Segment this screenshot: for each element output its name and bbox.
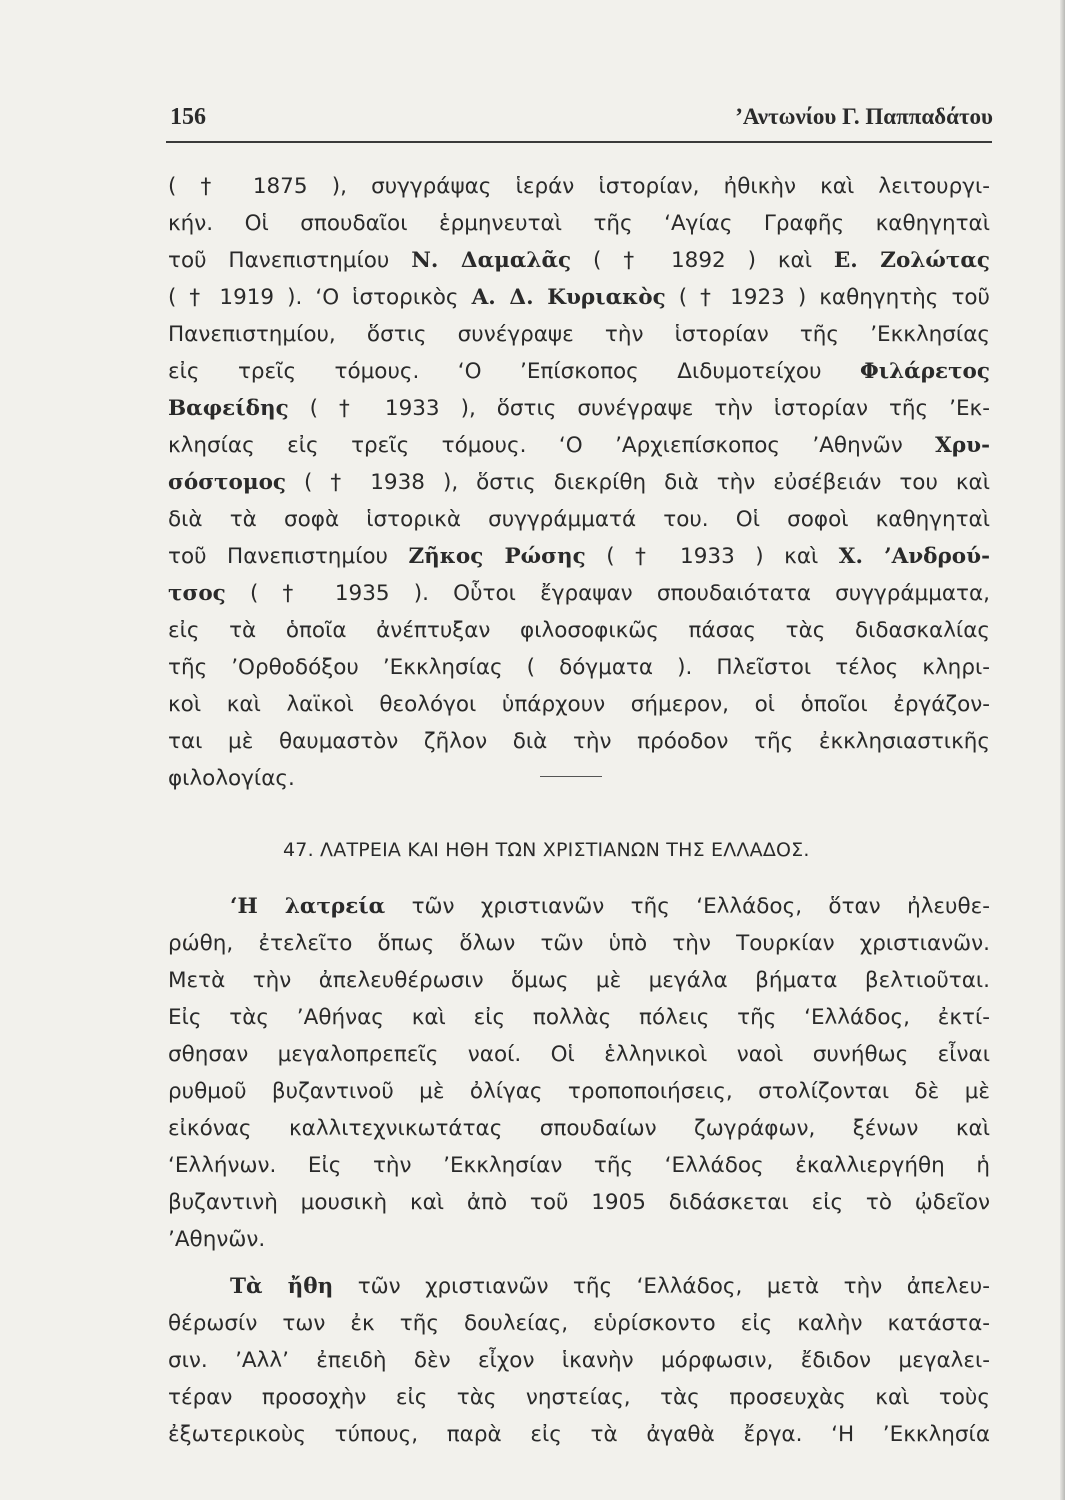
text-line: ρώθη, ἐτελεῖτο ὅπως ὅλων τῶν ὑπὸ τὴν Τουρκίαν χριστιανῶν. — [168, 931, 990, 956]
text-line: κοὶ καὶ λαϊκοὶ θεολόγοι ὑπάρχουν σήμερον, οἱ ὁποῖοι ἐργάζον- — [168, 692, 990, 717]
name-rosis: Ζῆκος Ρώσης — [408, 544, 586, 569]
section-divider — [540, 776, 602, 777]
text-line: κήν. Οἱ σπουδαῖοι ἑρμηνευταὶ τῆς ‘Αγίας Γραφῆς καθηγηταὶ — [168, 211, 990, 236]
name-androutsos-cont: τσος — [168, 581, 226, 606]
text-line: φιλολογίας. — [168, 766, 295, 791]
text-line: βυζαντινὴ μουσικὴ καὶ ἀπὸ τοῦ 1905 διδάσκεται εἰς τὸ ᾠδεῖον — [168, 1190, 990, 1215]
text-line: Εἰς τὰς ’Αθήνας καὶ εἰς πολλὰς πόλεις τῆς ‘Ελλάδος, ἐκτί- — [168, 1005, 990, 1030]
name-zolotas: Ε. Ζολώτας — [833, 248, 990, 273]
text-line: θέρωσίν των ἐκ τῆς δουλείας, εὑρίσκοντο εἰς καλὴν κατάστα- — [168, 1311, 990, 1336]
term-ithi: Τὰ ἤθη — [230, 1274, 334, 1299]
text-line: σόστομος ( † 1938 ), ὅστις διεκρίθη διὰ τὴν εὐσέβειάν του καὶ — [168, 470, 990, 495]
text-line: τοῦ Πανεπιστημίου Ν. Δαμαλᾶς ( † 1892 ) καὶ Ε. Ζολώτας — [168, 248, 990, 273]
text-line: Μετὰ τὴν ἀπελευθέρωσιν ὅμως μὲ μεγάλα βήματα βελτιοῦται. — [168, 968, 990, 993]
text-line: Πανεπιστημίου, ὅστις συνέγραψε τὴν ἱστορίαν τῆς ’Εκκλησίας — [168, 322, 990, 347]
text-line: ( † 1875 ), συγγράψας ἱεράν ἱστορίαν, ἠθικὴν καὶ λειτουργι- — [168, 174, 990, 199]
text-line: διὰ τὰ σοφὰ ἱστορικὰ συγγράμματά του. Οἱ σοφοὶ καθηγηταὶ — [168, 507, 990, 532]
text-line: ‘Η λατρεία τῶν χριστιανῶν τῆς ‘Ελλάδος, ὅταν ἠλευθε- — [230, 894, 990, 919]
text-line: ἐξωτερικοὺς τύπους, παρὰ εἰς τὰ ἀγαθὰ ἔργα. ‘Η ’Εκκλησία — [168, 1422, 990, 1447]
text-line: Βαφείδης ( † 1933 ), ὅστις συνέγραψε τὴν ἱστορίαν τῆς ’Εκ- — [168, 396, 990, 421]
text-line: τέραν προσοχὴν εἰς τὰς νηστείας, τὰς προσευχὰς καὶ τοὺς — [168, 1385, 990, 1410]
text-line: εἰς τρεῖς τόμους. ‘Ο ’Επίσκοπος Διδυμοτείχου Φιλάρετος — [168, 359, 990, 384]
name-vafeidis: Βαφείδης — [168, 396, 289, 421]
text-line: τῆς ’Ορθοδόξου ’Εκκλησίας ( δόγματα ). Πλεῖστοι τέλος κληρι- — [168, 655, 990, 680]
text-line: κλησίας εἰς τρεῖς τόμους. ‘Ο ’Αρχιεπίσκοπος ’Αθηνῶν Χρυ- — [168, 433, 990, 458]
page-number: 156 — [170, 104, 206, 130]
text-line: σιν. ’Αλλ’ ἐπειδὴ δὲν εἶχον ἱκανὴν μόρφωσιν, ἔδιδον μεγαλει- — [168, 1348, 990, 1373]
header-rule — [166, 141, 992, 143]
name-philaretos: Φιλάρετος — [859, 359, 990, 384]
text-line: εἰς τὰ ὁποῖα ἀνέπτυξαν φιλοσοφικῶς πάσας τὰς διδασκαλίας — [168, 618, 990, 643]
term-latreia: ‘Η λατρεία — [230, 894, 386, 919]
text-line: τσος ( † 1935 ). Οὗτοι ἔγραψαν σπουδαιότατα συγγράμματα, — [168, 581, 990, 606]
text-line: ‘Ελλήνων. Εἰς τὴν ’Εκκλησίαν τῆς ‘Ελλάδος ἐκαλλιεργήθη ἡ — [168, 1153, 990, 1178]
text-line: ρυθμοῦ βυζαντινοῦ μὲ ὀλίγας τροποποιήσεις, στολίζονται δὲ μὲ — [168, 1079, 990, 1104]
page-header — [170, 104, 993, 138]
text-line: ’Αθηνῶν. — [168, 1227, 266, 1252]
text-line: ( † 1919 ). ‘Ο ἱστορικὸς Α. Δ. Κυριακὸς ( † 1923 ) καθηγητὴς τοῦ — [168, 285, 990, 310]
name-androutsos: Χ. ’Ανδρού- — [838, 544, 990, 569]
name-chrysostomos: Χρυ- — [935, 433, 990, 458]
running-head: ’Αντωνίου Γ. Παππαδάτου — [735, 104, 993, 129]
name-kyriakos: Α. Δ. Κυριακὸς — [471, 285, 666, 310]
page-edge-shadow — [1060, 0, 1065, 1500]
text-line: Τὰ ἤθη τῶν χριστιανῶν τῆς ‘Ελλάδος, μετὰ τὴν ἀπελευ- — [230, 1274, 990, 1299]
text-line: εἰκόνας καλλιτεχνικωτάτας σπουδαίων ζωγράφων, ξένων καὶ — [168, 1116, 990, 1141]
text-line: σθησαν μεγαλοπρεπεῖς ναοί. Οἱ ἑλληνικοὶ ναοὶ συνήθως εἶναι — [168, 1042, 990, 1067]
name-damalas: Ν. Δαμαλᾶς — [411, 248, 572, 273]
name-chrysostomos-cont: σόστομος — [168, 470, 287, 495]
text-line: ται μὲ θαυμαστὸν ζῆλον διὰ τὴν πρόοδον τῆς ἐκκλησιαστικῆς — [168, 729, 990, 754]
section-heading: 47. ΛΑΤΡΕΙΑ ΚΑΙ ΗΘΗ ΤΩΝ ΧΡΙΣΤΙΑΝΩΝ ΤΗΣ ΕΛΛΑΔΟΣ. — [283, 839, 810, 861]
text-line: τοῦ Πανεπιστημίου Ζῆκος Ρώσης ( † 1933 ) καὶ Χ. ’Ανδρού- — [168, 544, 990, 569]
